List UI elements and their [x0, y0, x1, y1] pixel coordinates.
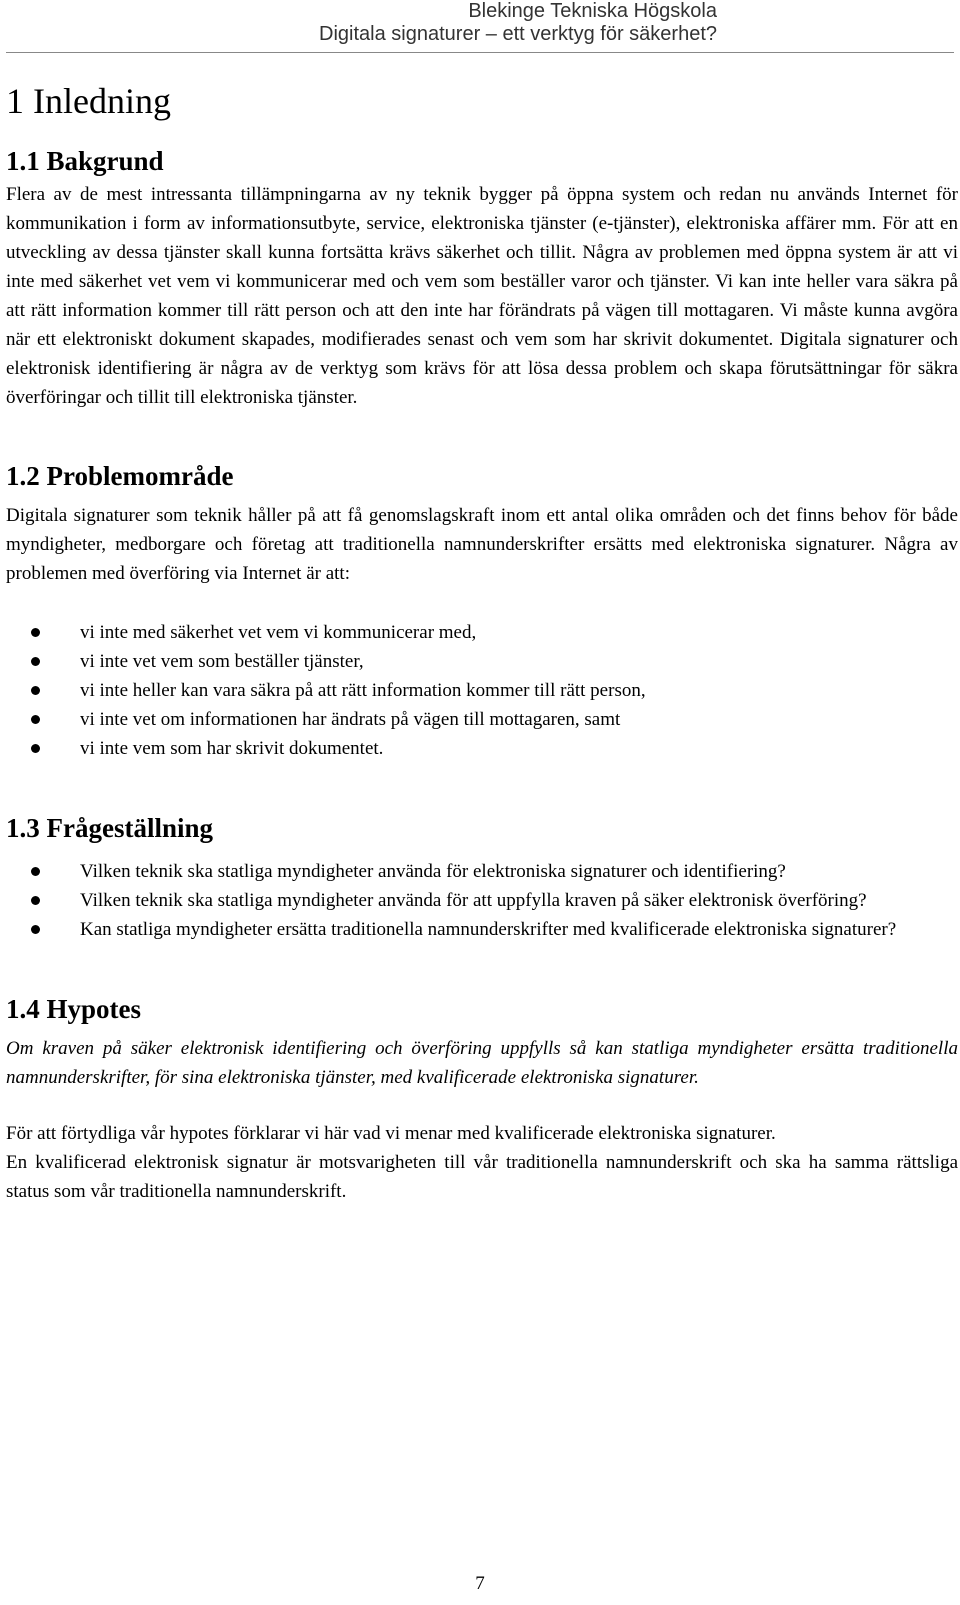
bakgrund-paragraph: Flera av de mest intressanta tillämpningarna av ny teknik bygger på öppna system och redan nu används Internet för kommunikation i form av informationsutbyte, service, elektroniska tjänster (e-tjänster), elektroniska affärer mm. För att en utveckling av dessa tjänster skall kunna fortsätta krävs säkerhet och tillit. Några av problemen med öppna system är att vi inte med säkerhet vet vem vi kommunicerar med och vem som beställer varor och tjänster. Vi kan inte heller vara säkra på att rätt information kommer till rätt person och att den inte har förändrats på vägen till mottagaren. Vi måste kunna avgöra när ett elektroniskt dokument skapades, modifierades senast och vem som har skrivit dokumentet. Digitala signaturer och elektronisk identifiering är några av de verktyg som krävs för att lösa dessa problem och skapa förutsättningar för säkra överföringar och tillit till elektroniska tjänster.	[6, 184, 958, 408]
bullet-icon	[31, 867, 40, 876]
problem-list	[6, 618, 958, 763]
section-title-hypotes: 1.4 Hypotes	[6, 994, 141, 1024]
page-number: 7	[475, 1573, 485, 1594]
bullet-icon	[31, 686, 40, 695]
header-divider	[6, 52, 954, 53]
bullet-icon	[31, 925, 40, 934]
section-title-bakgrund: 1.1 Bakgrund	[6, 146, 164, 176]
hypotes-paragraph-2: En kvalificerad elektronisk signatur är motsvarigheten till vår traditionella namnunderskrift och ska ha samma rättsliga status som vår traditionella namnunderskrift.	[6, 1152, 958, 1202]
list-item: Kan statliga myndigheter ersätta traditionella namnunderskrifter med kvalificerade elektroniska signaturer?	[6, 915, 958, 944]
problemomrade-paragraph: Digitala signaturer som teknik håller på att få genomslagskraft inom ett antal olika områden och det finns behov för både myndigheter, medborgare och företag att traditionella namnunderskrifter ersätts med elektroniska signaturer. Några av problemen med överföring via Internet är att:	[6, 505, 958, 584]
header-title: Digitala signaturer – ett verktyg för säkerhet?	[319, 23, 717, 45]
list-item: vi inte vet vem som beställer tjänster,	[6, 647, 958, 676]
hypotes-paragraph-1: För att förtydliga vår hypotes förklarar vi här vad vi menar med kvalificerade elektroniska signaturer.	[6, 1123, 776, 1144]
list-item: vi inte heller kan vara säkra på att rätt information kommer till rätt person,	[6, 676, 958, 705]
bullet-icon	[31, 744, 40, 753]
list-item: vi inte med säkerhet vet vem vi kommunicerar med,	[6, 618, 958, 647]
section-title-problemomrade: 1.2 Problemområde	[6, 461, 234, 491]
bullet-icon	[31, 657, 40, 666]
hypothesis-statement: Om kraven på säker elektronisk identifiering och överföring uppfylls så kan statliga myndigheter ersätta traditionella namnunderskrifter, för sina elektroniska tjänster, med kvalificerade elektroniska signaturer.	[6, 1038, 958, 1088]
bullet-icon	[31, 715, 40, 724]
question-list	[6, 857, 958, 944]
bullet-icon	[31, 628, 40, 637]
chapter-title: 1 Inledning	[6, 81, 171, 121]
list-item: vi inte vet om informationen har ändrats på vägen till mottagaren, samt	[6, 705, 958, 734]
bullet-icon	[31, 896, 40, 905]
page-content	[6, 78, 958, 1206]
header-institution: Blekinge Tekniska Högskola	[468, 0, 717, 22]
running-header	[319, 0, 717, 46]
list-item: Vilken teknik ska statliga myndigheter använda för att uppfylla kraven på säker elektronisk överföring?	[6, 886, 958, 915]
section-title-fragestallning: 1.3 Frågeställning	[6, 813, 213, 843]
list-item: vi inte vem som har skrivit dokumentet.	[6, 734, 958, 763]
list-item: Vilken teknik ska statliga myndigheter använda för elektroniska signaturer och identifiering?	[6, 857, 958, 886]
